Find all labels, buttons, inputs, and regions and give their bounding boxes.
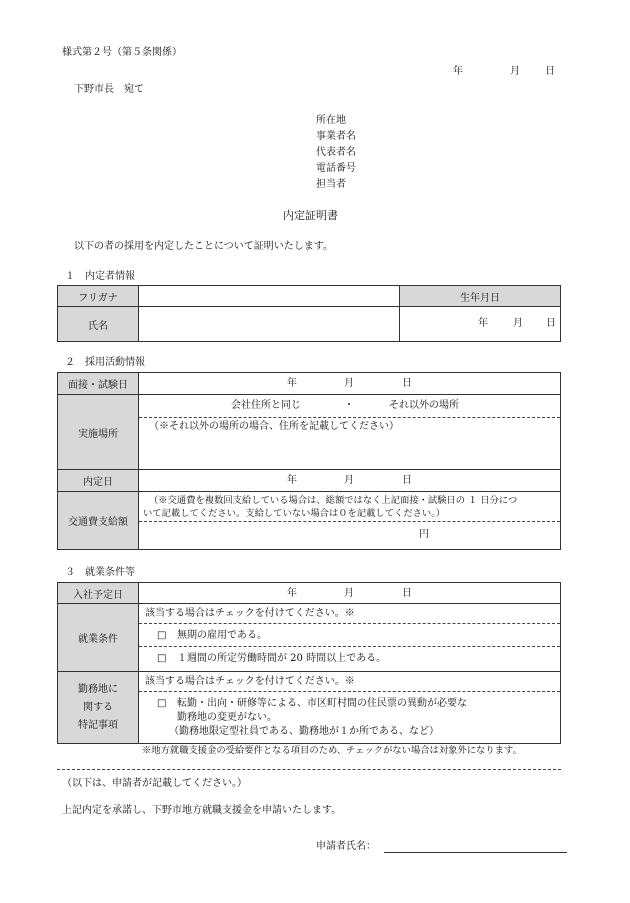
furigana-label: フリガナ — [58, 286, 139, 307]
venue-option-same[interactable]: 会社住所と同じ — [231, 400, 301, 411]
venue-option-other[interactable]: それ以外の場所 — [389, 400, 459, 411]
section1-table — [57, 285, 561, 342]
offer-date-label: 内定日 — [58, 470, 139, 492]
transport-field[interactable] — [139, 492, 561, 550]
transport-note-line1: （※交通費を複数回支給している場合は、総額ではなく上記面接・試験日の １ 日分につ — [149, 495, 518, 506]
applicant-note: （以下は、申請者が記載してください。） — [62, 778, 247, 789]
applicant-statement: 上記内定を承諾し、下野市地方就職支援金を申請いたします。 — [62, 805, 342, 816]
transport-label: 交通費支給額 — [58, 492, 139, 550]
company-address-label: 所在地 — [316, 115, 346, 126]
birthdate-label: 生年月日 — [400, 286, 561, 307]
conditions-label: 就業条件 — [58, 604, 139, 672]
section3-table — [57, 582, 561, 744]
conditions-field: 該当する場合はチェックを付けてください。※ □ 無期の雇用である。 □ １週間の所定労働時間が 20 時間以上である。 — [139, 604, 561, 672]
condition-indefinite: 無期の雇用である。 — [177, 630, 267, 641]
phone-label: 電話番号 — [316, 163, 356, 174]
section3-heading: ３ 就業条件等 — [65, 567, 135, 578]
venue-note: （※それ以外の場所の場合、住所を記載してください） — [149, 421, 399, 432]
representative-label: 代表者名 — [316, 147, 356, 158]
contact-person-label: 担当者 — [316, 179, 346, 190]
transport-note-line2: いて記載してください。支給していない場合は０を記載してください。） — [143, 508, 446, 519]
join-date-field[interactable]: 年 月 日 — [139, 583, 561, 604]
divider — [57, 769, 561, 770]
join-date-label: 入社予定日 — [58, 583, 139, 604]
applicant-name-label: 申請者氏名： — [316, 841, 376, 852]
addressee: 下野市長 宛て — [74, 84, 144, 95]
applicant-name-field[interactable] — [384, 852, 567, 853]
furigana-field[interactable] — [139, 286, 400, 307]
workplace-label: 勤務地に 関する 特記事項 — [58, 672, 139, 744]
name-label: 氏名 — [58, 307, 139, 342]
section2-heading: ２ 採用活動情報 — [65, 357, 145, 368]
interview-date-field[interactable]: 年 月 日 — [139, 373, 561, 395]
date-month: 月 — [510, 66, 520, 77]
form-number: 様式第２号（第５条関係） — [62, 47, 182, 58]
document-title: 内定証明書 — [283, 209, 338, 222]
company-name-label: 事業者名 — [316, 131, 356, 142]
date-year: 年 — [453, 66, 463, 77]
yen-unit: 円 — [419, 529, 429, 540]
checkbox-indefinite[interactable]: □ — [157, 630, 167, 641]
birthdate-field[interactable]: 年 月 日 — [400, 307, 561, 342]
checkbox-hours[interactable]: □ — [157, 653, 167, 664]
section2-table — [57, 372, 561, 550]
section1-heading: １ 内定者情報 — [65, 271, 135, 282]
offer-date-field[interactable]: 年 月 日 — [139, 470, 561, 492]
name-field[interactable] — [139, 307, 400, 342]
section3-footnote: ※地方就職支援金の受給要件となる項目のため、チェックがない場合は対象外になります。 — [142, 745, 522, 756]
venue-label: 実施場所 — [58, 395, 139, 470]
interview-date-label: 面接・試験日 — [58, 373, 139, 395]
date-day: 日 — [545, 66, 555, 77]
intro-text: 以下の者の採用を内定したことについて証明いたします。 — [74, 241, 333, 252]
workplace-field: 該当する場合はチェックを付けてください。※ □ 転勤・出向・研修等による、市区町村間の住民票の異動が必要な 勤務地の変更がない。 （勤務地限定型社員である、勤務地が１か所である、など） — [139, 672, 561, 744]
condition-hours: １週間の所定労働時間が 20 時間以上である。 — [177, 653, 387, 664]
checkbox-workplace[interactable]: □ — [157, 698, 167, 709]
venue-field[interactable]: 会社住所と同じ ・ それ以外の場所 （※それ以外の場所の場合、住所を記載してください） — [139, 395, 561, 470]
